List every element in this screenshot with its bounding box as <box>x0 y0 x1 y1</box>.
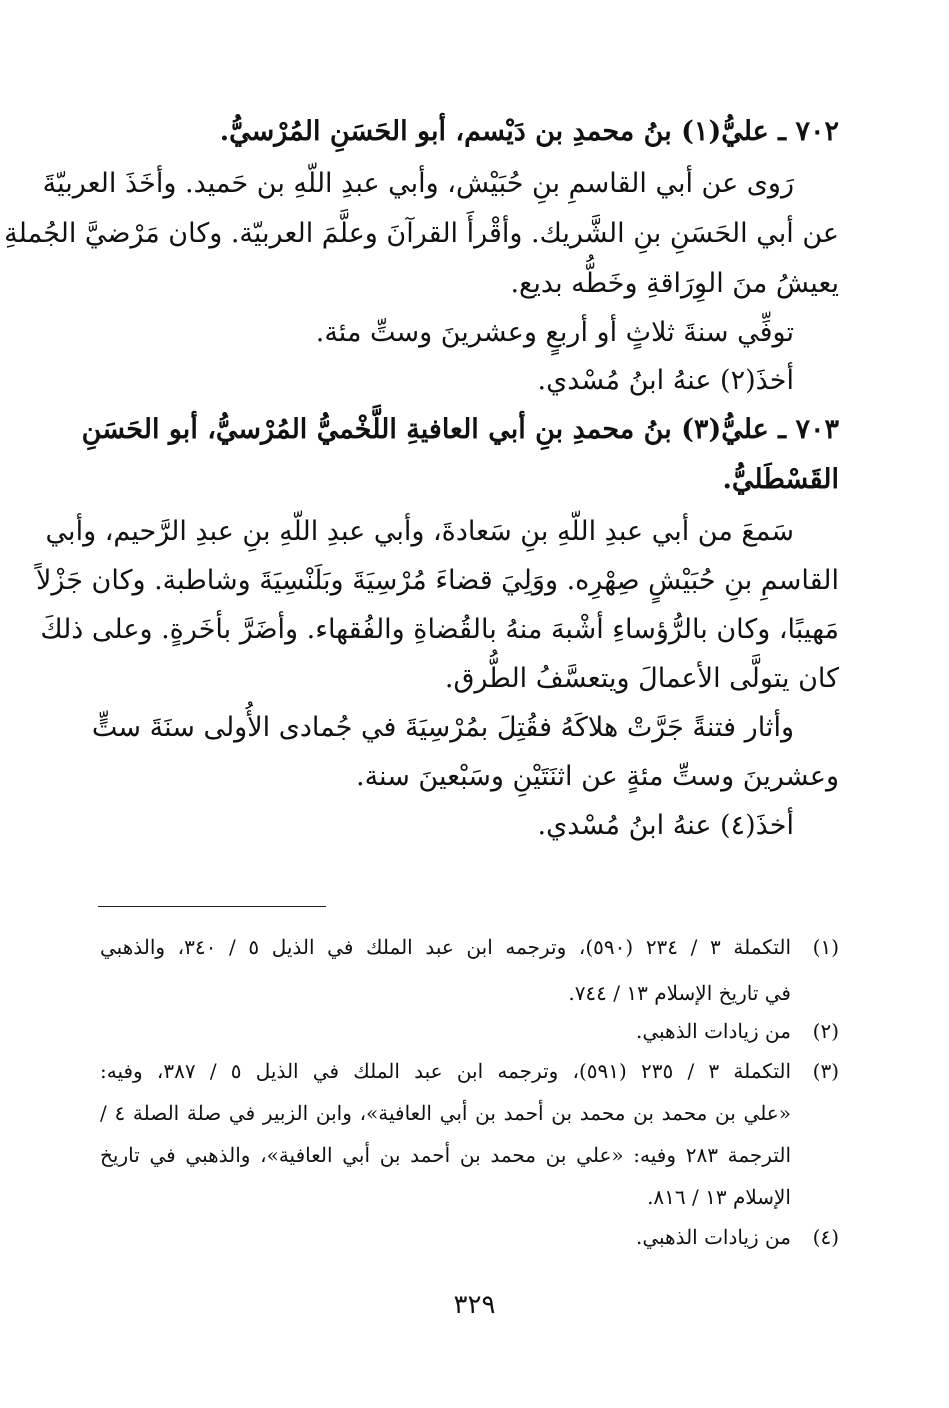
footnote-divider <box>98 906 326 907</box>
entry-703-source-line: أخذَ(٤) عنهُ ابنُ مُسْدي. <box>537 810 794 841</box>
entry-702-heading: ٧٠٢ ـ عليُّ(١) بنُ محمدِ بن دَيْسم، أبو الحَسَنِ المُرْسيُّ. <box>219 116 839 147</box>
footnote-text-line: التكملة ٣ / ٢٣٥ (٥٩١)، وترجمه ابن عبد الملك في الذيل ٥ / ٣٨٧، وفيه: <box>100 1059 792 1083</box>
entry-703-text-line: مَهيبًا، وكان بالرُّؤساءِ أشْبهَ منهُ بالقُضاةِ والفُقهاء. وأضَرَّ بأخَرةٍ. وعلى ذلكَ <box>40 614 839 645</box>
entry-703-text-line: وأثار فتنةً جَرَّتْ هلاكَهُ فقُتِلَ بمُرْسِيَةَ في جُمادى الأُولى سنَةَ ستٍّ <box>91 712 794 743</box>
footnote-text-line: «علي بن محمد بن محمد بن أحمد بن أبي العافية»، وابن الزبير في صلة الصلة ٤ / <box>100 1101 791 1125</box>
footnote-text-line: التكملة ٣ / ٢٣٤ (٥٩٠)، وترجمه ابن عبد الملك في الذيل ٥ / ٣٤٠، والذهبي <box>100 935 792 959</box>
footnote-number: (١) <box>812 935 839 959</box>
footnote-text-line: من زيادات الذهبي. <box>635 1225 791 1249</box>
entry-703-heading: ٧٠٣ ـ عليُّ(٣) بنُ محمدِ بنِ أبي العافيةِ اللَّخْميُّ المُرْسيُّ، أبو الحَسَنِ <box>81 414 839 445</box>
page-number: ٣٢٩ <box>453 1290 496 1320</box>
entry-703-heading-cont: القَسْطَليُّ. <box>722 464 839 495</box>
entry-702-death-line: توفِّي سنةَ ثلاثٍ أو أربعٍ وعشرينَ وستِّ مئة. <box>315 317 794 348</box>
entry-702-text-line: رَوى عن أبي القاسمِ بنِ حُبَيْش، وأبي عبدِ اللّهِ بن حَميد. وأخَذَ العربيّةَ <box>42 168 794 199</box>
entry-702-text-line: عن أبي الحَسَنِ بنِ الشَّريك. وأقْرأَ القرآنَ وعلَّمَ العربيّة. وكان مَرْضيَّ الجُملةِ <box>4 218 839 249</box>
footnote-text-line: الإسلام ١٣ / ٨١٦. <box>647 1185 791 1209</box>
footnote-number: (٤) <box>812 1225 839 1249</box>
footnote-number: (٣) <box>812 1059 839 1083</box>
entry-703-text-line: القاسمِ بنِ حُبَيْشٍ صِهْرِه. ووَلِيَ قضاءَ مُرْسِيَةَ وبَلَنْسِيَةَ وشاطبة. وكان جَزْلاً <box>35 565 839 596</box>
entry-702-text-line: يعيشُ منَ الوِرَاقةِ وخَطُّه بديع. <box>510 268 839 299</box>
entry-702-source-line: أخذَ(٢) عنهُ ابنُ مُسْدي. <box>537 365 794 396</box>
footnote-text-line: الترجمة ٢٨٣ وفيه: «علي بن محمد بن أحمد بن أبي العافية»، والذهبي في تاريخ <box>100 1143 792 1167</box>
footnote-text-line: في تاريخ الإسلام ١٣ / ٧٤٤. <box>568 981 791 1005</box>
footnote-text-line: من زيادات الذهبي. <box>635 1019 791 1043</box>
entry-703-text-line: سَمعَ من أبي عبدِ اللّهِ بنِ سَعادةَ، وأبي عبدِ اللّهِ بنِ عبدِ الرَّحيم، وأبي <box>45 516 794 547</box>
entry-703-text-line: كان يتولَّى الأعمالَ ويتعسَّفُ الطُّرق. <box>444 663 839 694</box>
footnote-number: (٢) <box>812 1019 839 1043</box>
entry-703-text-line: وعشرينَ وستِّ مئةٍ عن اثنَتَيْنِ وسَبْعينَ سنة. <box>356 761 839 792</box>
